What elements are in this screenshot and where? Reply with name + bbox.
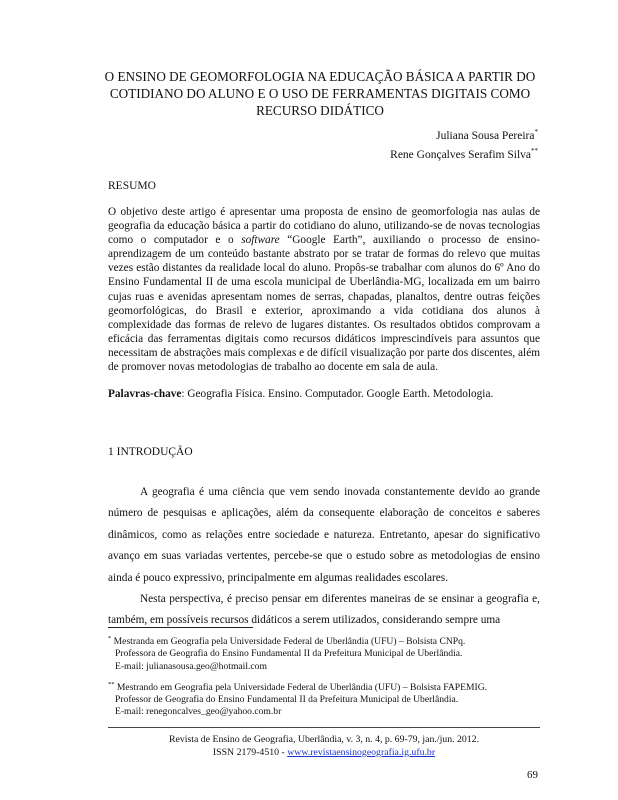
footnote-1-mark: * xyxy=(108,635,112,642)
keywords-label: Palavras-chave xyxy=(108,388,182,400)
footer-divider xyxy=(108,727,540,728)
author-1 xyxy=(390,125,538,144)
author-2-name: Rene Gonçalves Serafim Silva xyxy=(390,148,531,161)
authors-block xyxy=(390,125,538,163)
footnote-2-mark: ** xyxy=(108,680,115,688)
footer-issn: ISSN 2179-4510 - xyxy=(212,747,288,758)
page-number: 69 xyxy=(527,769,538,781)
body-paragraph-1: A geografia é uma ciência que vem sendo inovada constantemente devido ao grande número de pesquisas e aplicações, além da consequente elaboração de conceitos e saberes dinâmicos, como as relações entre sociedade e natureza. Entretanto, apesar do significativo avanço em suas variadas vertentes, percebe-se que o estudo sobre as metodologias de ensino ainda é pouco expressivo, principalmente em algumas realidades escolares. xyxy=(108,486,540,584)
body-paragraph-2: Nesta perspectiva, é preciso pensar em diferentes maneiras de se ensinar a geografia e, também, em possíveis recursos didáticos a serem utilizados, considerando sempre uma xyxy=(108,593,540,627)
section-heading-introduction: 1 INTRODUÇÃO xyxy=(108,446,193,458)
abstract-heading: RESUMO xyxy=(108,180,156,192)
footnote-1-line-1: Mestranda em Geografia pela Universidade Federal de Uberlândia (UFU) – Bolsista CNPq. xyxy=(113,636,466,648)
footer-issn-line xyxy=(108,746,540,759)
abstract-part-2: “Google Earth”, auxiliando o processo de ensino-aprendizagem de um conteúdo bastante abstrato por se tratar de formas do relevo que muitas vezes estão distantes da realidade local do aluno. Propôs-se trabalhar com alunos do 6º Ano do Ensino Fundamental II de uma escola municipal de Uberlândia-MG, localizada em um bairro cujas ruas e avenidas apresentam nomes de serras, chapadas, planaltos, dentre outras feições geomorfológicas, do Brasil e exterior, aproximando a vida cotidiana dos alunos à complexidade das formas de relevo de lugares distantes. Os resultados obtidos comprovam a eficácia das ferramentas digitais como recursos didáticos imprescindíveis para assuntos que necessitam de abstrações mais complexas e de difícil visualização por parte dos discentes, além de promover novas metodologias de trabalho ao docente em sala de aula. xyxy=(108,234,540,374)
keywords xyxy=(108,388,540,400)
footnotes xyxy=(108,633,548,725)
footnote-2-line-2: Professor de Geografia do Ensino Fundamental II da Prefeitura Municipal de Uberlândia. xyxy=(115,694,459,706)
author-1-name: Juliana Sousa Pereira xyxy=(436,129,535,142)
footnote-2-line-1: Mestrando em Geografia pela Universidade Federal de Uberlândia (UFU) – Bolsista FAPEMIG. xyxy=(116,681,488,693)
footnote-1-email: E-mail: julianasousa.geo@hotmail.com xyxy=(115,660,267,672)
journal-footer xyxy=(108,733,540,759)
abstract-software-term: software xyxy=(241,234,280,247)
footnote-1 xyxy=(108,633,548,673)
abstract-text xyxy=(108,205,540,374)
author-2 xyxy=(390,144,538,163)
footnote-1-line-2: Professora de Geografia do Ensino Fundamental II da Prefeitura Municipal de Uberlândia. xyxy=(115,648,463,660)
author-2-mark: ** xyxy=(531,146,538,155)
article-title: O ENSINO DE GEOMORFOLOGIA NA EDUCAÇÃO BÁSICA A PARTIR DO COTIDIANO DO ALUNO E O USO DE FERRAMENTAS DIGITAIS COMO RECURSO DIDÁTICO xyxy=(104,69,536,118)
author-1-mark: * xyxy=(534,128,538,136)
introduction-body xyxy=(108,482,540,632)
footnote-divider xyxy=(108,627,253,628)
abstract-part-1: O objetivo deste artigo é apresentar uma proposta de ensino de geomorfologia nas aulas de geografia da educação básica a partir do cotidiano do aluno, utilizando-se de novas tecnologias como o computador e o xyxy=(108,206,540,247)
footer-citation: Revista de Ensino de Geografia, Uberlândia, v. 3, n. 4, p. 69-79, jan./jun. 2012. xyxy=(168,734,480,745)
journal-website-link[interactable]: www.revistaensinogeografia.ig.ufu.br xyxy=(287,747,436,758)
footnote-2-email: E-mail: renegoncalves_geo@yahoo.com.br xyxy=(115,706,282,718)
footnote-2 xyxy=(108,679,548,719)
keywords-text: : Geografia Física. Ensino. Computador. Google Earth. Metodologia. xyxy=(181,388,494,400)
